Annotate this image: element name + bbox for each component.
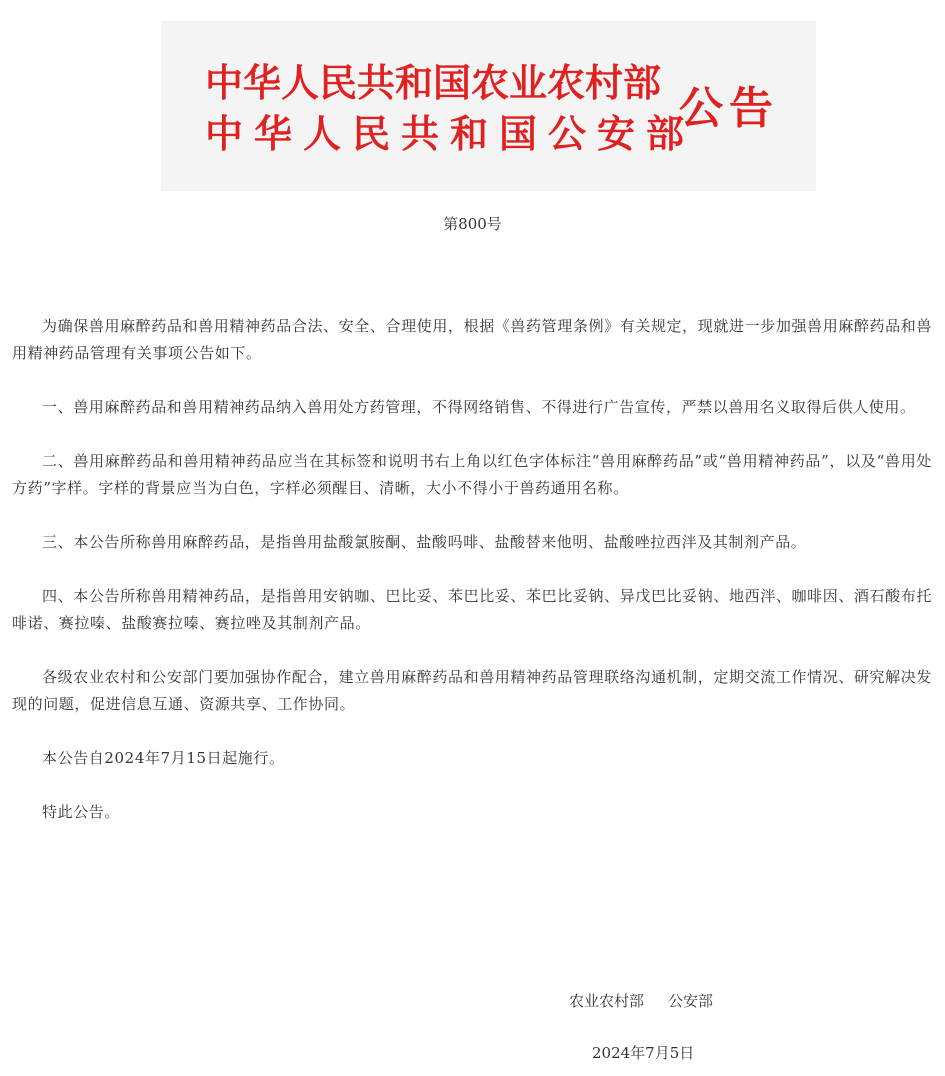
clause-1-paragraph: 一、兽用麻醉药品和兽用精神药品纳入兽用处方药管理，不得网络销售、不得进行广告宣传，严禁以兽用名义取得后供人使用。: [42, 398, 916, 416]
clause-3-paragraph: 三、本公告所称兽用麻醉药品，是指兽用盐酸氯胺酮、盐酸吗啡、盐酸替来他明、盐酸唑拉西泮及其制剂产品。: [42, 533, 807, 551]
document-number: 第800号: [443, 215, 502, 233]
announcement-body: [12, 313, 932, 853]
clause-4-paragraph: 四、本公告所称兽用精神药品，是指兽用安钠咖、巴比妥、苯巴比妥、苯巴比妥钠、异戊巴比妥钠、地西泮、咖啡因、酒石酸布托啡诺、赛拉嗪、盐酸赛拉嗪、赛拉唑及其制剂产品。: [12, 587, 932, 632]
cooperation-paragraph: 各级农业农村和公安部门要加强协作配合，建立兽用麻醉药品和兽用精神药品管理联络沟通机制，定期交流工作情况、研究解决发现的问题，促进信息互通、资源共享、工作协同。: [12, 668, 932, 713]
signature-issuers: [569, 990, 713, 1012]
department-name-public-security: 中华人民共和国公安部: [205, 111, 696, 156]
announcement-header: [161, 21, 816, 191]
issuer-agriculture: 农业农村部: [569, 992, 645, 1010]
intro-paragraph: 为确保兽用麻醉药品和兽用精神药品合法、安全、合理使用，根据《兽药管理条例》有关规定，现就进一步加强兽用麻醉药品和兽用精神药品管理有关事项公告如下。: [12, 317, 932, 362]
announcement-title: 公告: [679, 83, 779, 134]
signature-date: 2024年7月5日: [592, 1044, 695, 1062]
clause-2-paragraph: 二、兽用麻醉药品和兽用精神药品应当在其标签和说明书右上角以红色字体标注“兽用麻醉药品”或“兽用精神药品”，以及“兽用处方药”字样。字样的背景应当为白色，字样必须醒目、清晰，大小不得小于兽药通用名称。: [12, 452, 932, 497]
closing-paragraph: 特此公告。: [42, 803, 121, 821]
issuer-public-security: 公安部: [668, 992, 714, 1010]
effective-date-paragraph: 本公告自2024年7月15日起施行。: [42, 749, 285, 767]
department-name-agriculture: 中华人民共和国农业农村部: [205, 60, 662, 105]
